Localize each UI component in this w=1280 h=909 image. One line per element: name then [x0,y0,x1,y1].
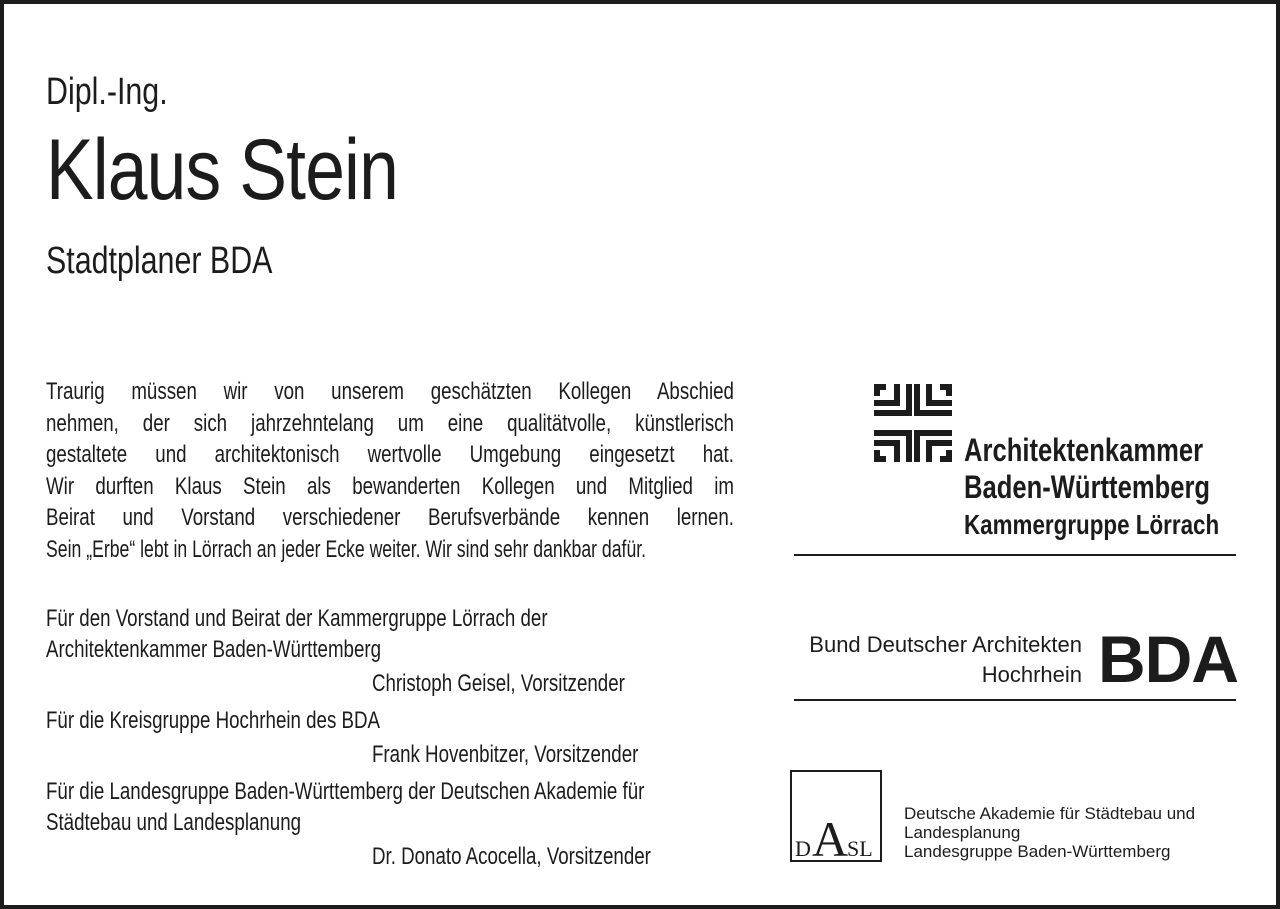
signature-text: Für den Vorstand und Beirat der Kammergruppe Lörrach der [46,605,548,632]
divider [794,554,1236,556]
bda-logo: BDA [1098,622,1238,696]
message-line: Beirat und Vorstand verschiedener Berufsverbände kennen lernen. [46,504,734,531]
message-line: Sein „Erbe“ lebt in Lörrach an jeder Ecke weiter. Wir sind sehr dankbar dafür. [46,535,647,563]
message-line: Wir durften Klaus Stein als bewanderten Kollegen und Mitglied im [46,472,734,500]
bda-region: Hochrhein [981,662,1082,687]
dasl-logo-mark [792,772,880,860]
dasl-group: Landesgruppe Baden-Württemberg [904,842,1171,861]
profession-title: Stadtplaner BDA [46,240,273,282]
architektenkammer-group: Kammergruppe Lörrach [964,509,1220,540]
svg-text:A: A [812,811,849,860]
signature-block-bda [46,705,746,770]
dasl-line: Deutsche Akademie für Städtebau und [904,804,1196,823]
svg-text:D: D [795,836,811,860]
architektenkammer-name [964,432,1280,543]
message-line: nehmen, der sich jahrzehntelang um eine qualitätvolle, künstlerisch [46,409,734,437]
divider [794,699,1236,701]
academic-title: Dipl.-Ing. [46,71,168,113]
dasl-logo [790,770,882,862]
dasl-name [904,804,1195,861]
signature-text: Für die Kreisgruppe Hochrhein des BDA [46,707,381,734]
architektenkammer-logo-icon [870,380,956,466]
signature-block-dasl [46,776,746,872]
signer-name: Frank Hovenbitzer, Vorsitzender [372,741,639,768]
bda-name [790,630,1082,690]
signature-text: Städtebau und Landesplanung [46,809,302,836]
architektenkammer-line: Architektenkammer [964,432,1204,468]
signer-name: Christoph Geisel, Vorsitzender [372,670,625,697]
signature-text: Architektenkammer Baden-Württemberg [46,636,382,663]
bda-line: Bund Deutscher Architekten [809,632,1082,657]
message-line: Traurig müssen wir von unserem geschätzten Kollegen Abschied [46,378,734,405]
deceased-name: Klaus Stein [46,122,398,218]
signature-text: Für die Landesgruppe Baden-Württemberg der Deutschen Akademie für [46,778,645,805]
dasl-line: Landesplanung [904,823,1021,842]
signer-name: Dr. Donato Acocella, Vorsitzender [372,843,651,870]
message-line: gestaltete und architektonisch wertvolle Umgebung eingesetzt hat. [46,441,734,468]
signature-block-architektenkammer [46,603,746,699]
architektenkammer-region: Baden-Württemberg [964,469,1211,505]
svg-text:SL: SL [847,836,873,860]
condolence-message [46,376,734,565]
